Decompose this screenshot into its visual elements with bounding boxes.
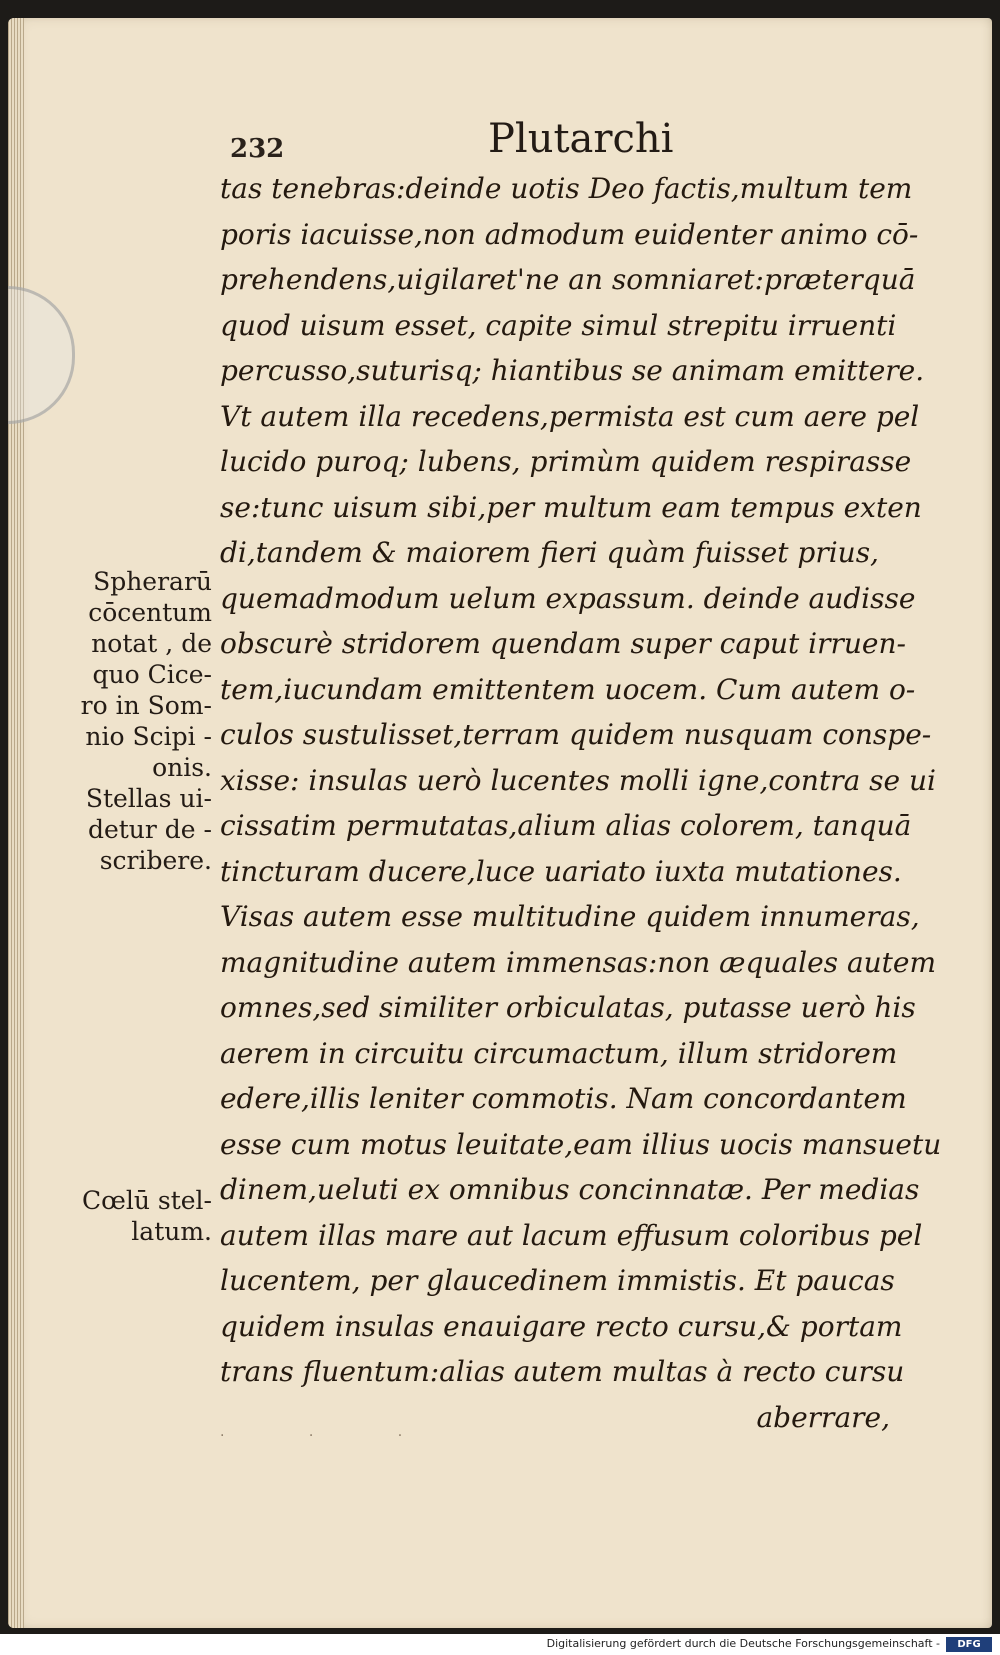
- footer-bar: [0, 1634, 1000, 1655]
- text-line: culos sustulisset,terram quidem nusquam conspe-: [220, 718, 932, 751]
- text-line: obscurè stridorem quendam super caput irruen-: [220, 627, 906, 660]
- text-line: aerem in circuitu circumactum, illum stridorem: [220, 1036, 898, 1070]
- marginal-line: nio Scipi -: [85, 722, 212, 751]
- text-line: quidem insulas enauigare recto cursu,& portam: [220, 1309, 903, 1343]
- marginal-line: Stellas ui-: [85, 784, 212, 813]
- text-line: percusso,suturisq; hiantibus se animam emittere.: [220, 354, 925, 387]
- marginal-line: ro in Som-: [80, 691, 212, 720]
- marginal-line: detur de -: [87, 815, 212, 844]
- catchword-line: aberrare,: [756, 1400, 890, 1434]
- text-line: tincturam ducere,luce uariato iuxta mutationes.: [220, 854, 902, 888]
- text-line: cissatim permutatas,alium alias colorem, tanquā: [220, 809, 912, 842]
- body-text: [220, 166, 942, 1440]
- text-line: quod uisum esset, capite simul strepitu irruenti: [220, 308, 897, 342]
- marginal-line: scribere.: [99, 846, 212, 875]
- text-line: quemadmodum uelum expassum. deinde audisse: [220, 581, 916, 615]
- page-number: 232: [230, 134, 285, 164]
- text-line: trans fluentum:alias autem multas à recto cursu: [220, 1355, 905, 1388]
- text-line: prehendens,uigilaret'ne an somniaret:præterquā: [220, 263, 916, 296]
- marginal-line: quo Cice-: [92, 660, 212, 689]
- text-line: se:tunc uisum sibi,per multum eam tempus exten: [220, 490, 922, 524]
- text-line: esse cum motus leuitate,eam illius uocis mansuetu: [220, 1127, 942, 1161]
- footer-credit: Digitalisierung gefördert durch die Deutsche Forschungsgemeinschaft -: [546, 1637, 940, 1650]
- text-line: edere,illis leniter commotis. Nam concordantem: [220, 1082, 907, 1115]
- text-line: tem,iucundam emittentem uocem. Cum autem o-: [220, 672, 916, 706]
- text-line: autem illas mare aut lacum effusum coloribus pel: [220, 1218, 923, 1252]
- text-line: tas tenebras:deinde uotis Deo factis,multum tem: [220, 172, 913, 205]
- text-line: omnes,sed similiter orbiculatas, putasse uerò his: [220, 991, 916, 1024]
- marginal-note-heaven: [52, 1185, 212, 1247]
- marginal-line: onis.: [152, 753, 212, 782]
- text-line: poris iacuisse,non admodum euidenter animo cō-: [220, 217, 919, 251]
- text-line: lucentem, per glaucedinem immistis. Et paucas: [220, 1264, 895, 1297]
- text-line: lucido puroq; lubens, primùm quidem respirasse: [220, 445, 912, 478]
- dfg-logo: DFG: [946, 1637, 992, 1652]
- marginal-line: cōcentum: [88, 598, 212, 627]
- page-clip: [8, 286, 75, 424]
- text-line: Visas autem esse multitudine quidem innumeras,: [220, 900, 920, 933]
- page-edge: [8, 18, 24, 1628]
- text-line: dinem,ueluti ex omnibus concinnatæ. Per medias: [220, 1173, 920, 1206]
- book-page: [8, 18, 992, 1628]
- paper-specks: · · ·: [220, 1428, 443, 1444]
- marginal-note-spheres: [52, 566, 212, 876]
- text-line: Vt autem illa recedens,permista est cum aere pel: [220, 399, 920, 433]
- marginal-line: Cœlū stel-: [81, 1186, 212, 1215]
- text-line: magnitudine autem immensas:non æquales autem: [220, 945, 937, 979]
- marginal-line: notat , de: [91, 629, 212, 658]
- page-header: [230, 116, 674, 172]
- marginal-line: Spherarū: [93, 567, 212, 596]
- marginal-line: latum.: [131, 1217, 212, 1246]
- text-line: di,tandem & maiorem fieri quàm fuisset prius,: [220, 536, 879, 569]
- text-line: xisse: insulas uerò lucentes molli igne,contra se ui: [220, 763, 936, 797]
- running-head: Plutarchi: [488, 116, 674, 162]
